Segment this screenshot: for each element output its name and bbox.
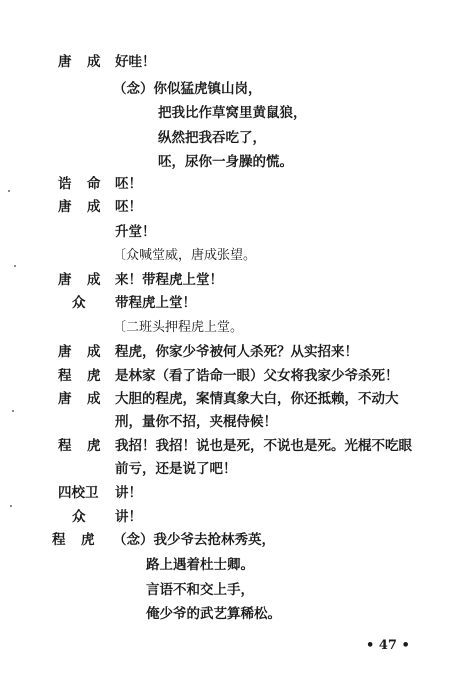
dialogue-line: 是林家（看了诰命一眼）父女将我家少爷杀死！ [115, 368, 399, 384]
stage-direction: 〔众喊堂威，唐成张望。 [113, 248, 257, 263]
dialogue-line: 大胆的程虎，案情真象大白，你还抵赖，不动大 [115, 391, 399, 407]
scan-speck [8, 190, 10, 192]
speaker-label: 程 虎 [52, 532, 96, 548]
speaker-label: 诰 命 [58, 176, 102, 192]
dialogue-line: 呸！ [115, 199, 142, 215]
scan-speck [14, 265, 16, 267]
dialogue-line: 呸！ [115, 176, 142, 192]
dialogue-line: 带程虎上堂！ [115, 295, 196, 311]
page-number: • 47 • [366, 638, 410, 653]
verse-line: 言语不和交上手， [146, 582, 254, 598]
verse-line: 纵然把我吞吃了， [158, 130, 266, 146]
dialogue-line: 刑，量你不招，夹棍侍候！ [115, 414, 277, 430]
speaker-label: 四校卫 [58, 485, 99, 501]
speaker-label: 程 虎 [58, 368, 102, 384]
dialogue-line: 讲！ [115, 485, 142, 501]
dialogue-line: 我招！我招！说也是死，不说也是死。光棍不吃眼 [115, 438, 412, 454]
dialogue-line: 升堂！ [115, 224, 156, 240]
verse-line: 路上遇着杜士卿。 [146, 557, 254, 573]
speaker-label: 唐 成 [58, 272, 102, 288]
dialogue-line: 前亏，还是说了吧！ [115, 461, 237, 477]
speaker-label: 唐 成 [58, 391, 102, 407]
dialogue-line: 程虎，你家少爷被何人杀死？从实招来！ [115, 344, 358, 360]
verse-line: 俺少爷的武艺算稀松。 [146, 606, 281, 622]
speaker-label: 程 虎 [58, 438, 102, 454]
verse-line: 呸，尿你一身臊的慌。 [158, 154, 293, 170]
dialogue-line: 好哇！ [115, 54, 156, 70]
speaker-label: 唐 成 [58, 54, 102, 70]
speaker-label: 众 [72, 509, 87, 525]
speaker-label: 众 [72, 295, 87, 311]
scan-speck [12, 410, 14, 412]
dialogue-line: 讲！ [115, 509, 142, 525]
verse-line: （念）我少爷去抢林秀英， [113, 532, 275, 548]
verse-line: （念）你似猛虎镇山岗， [113, 81, 262, 97]
verse-line: 把我比作草窝里黄鼠狼， [158, 105, 307, 121]
scan-speck [10, 505, 12, 507]
speaker-label: 唐 成 [58, 344, 102, 360]
dialogue-line: 来！带程虎上堂！ [115, 272, 223, 288]
stage-direction: 〔二班头押程虎上堂。 [113, 320, 244, 335]
speaker-label: 唐 成 [58, 199, 102, 215]
